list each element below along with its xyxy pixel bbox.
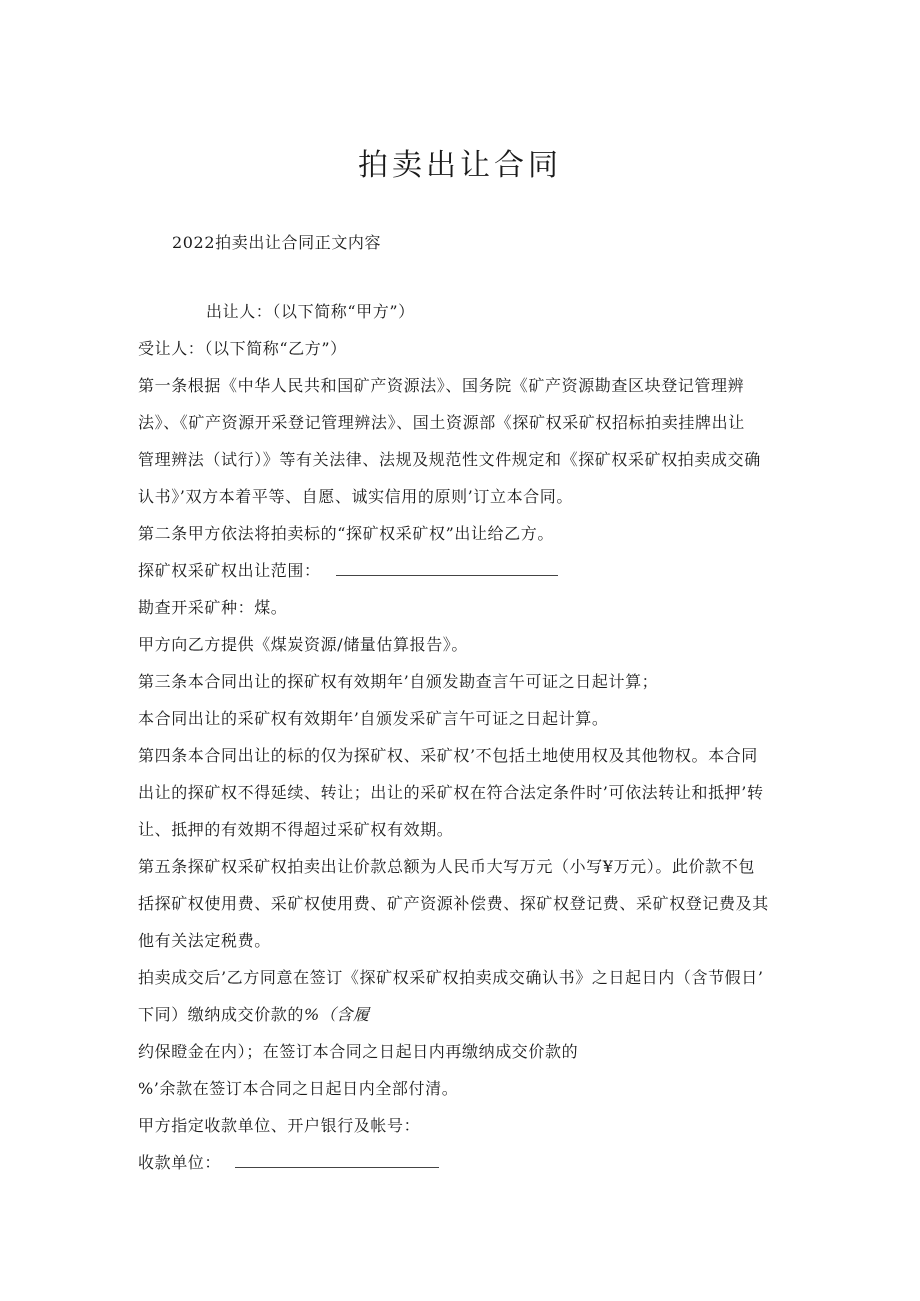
line-article3-a: 第三条本合同出让的探矿权有效期年’自颁发勘查言午可证之日起计算； — [138, 672, 659, 691]
scope-blank-field[interactable] — [336, 561, 558, 576]
line-assignee: 受让人：（以下简称“乙方”） — [138, 339, 347, 358]
line-bank-info: 甲方指定收款单位、开户银行及帐号： — [138, 1116, 421, 1135]
payment-b-text: 下同）缴纳成交价款的 — [138, 1005, 305, 1024]
line-payment-b — [138, 1004, 370, 1026]
line-article4-b: 出让的探矿权不得延续、转让；出让的采矿权在符合法定条件时’可依法转让和抵押’转 — [138, 783, 764, 802]
payment-b-italic: %（含履 — [304, 1005, 370, 1024]
line-payment-d: %’余款在签订本合同之日起日内全部付清。 — [138, 1079, 459, 1098]
line-scope — [138, 560, 558, 582]
scope-label: 探矿权采矿权出让范围： — [138, 561, 321, 580]
line-article1-b: 法》、《矿产资源开采登记管理辨法》、国土资源部《探矿权采矿权招标拍卖挂牌出让 — [138, 413, 745, 432]
line-payment-a: 拍卖成交后’乙方同意在签订《探矿权采矿权拍卖成交确认书》之日起日内（含节假日’ — [138, 968, 764, 987]
document-title: 拍卖出让合同 — [358, 148, 562, 183]
payee-blank-field[interactable] — [235, 1153, 439, 1168]
line-assignor: 出让人：（以下简称“甲方”） — [206, 302, 415, 321]
line-report: 甲方向乙方提供《煤炭资源/储量估算报告》。 — [138, 635, 468, 654]
line-article2: 第二条甲方依法将拍卖标的“探矿权采矿权”出让给乙方。 — [138, 524, 554, 543]
line-article5-b: 括探矿权使用费、采矿权使用费、矿产资源补偿费、探矿权登记费、采矿权登记费及其 — [138, 894, 769, 913]
line-payment-c: 约保瞪金在内）；在签订本合同之日起日内再缴纳成交价款的 — [138, 1042, 579, 1061]
line-article1-c: 管理辨法（试行）》等有关法律、法规及规范性文件规定和《探矿权采矿权拍卖成交确 — [138, 450, 761, 469]
line-article4-c: 让、抵押的有效期不得超过采矿权有效期。 — [138, 820, 454, 839]
line-article5-a: 第五条探矿权采矿权拍卖出让价款总额为人民币大写万元（小写¥万元）。此价款不包 — [138, 857, 755, 876]
line-payee — [138, 1152, 439, 1174]
line-article5-c: 他有关法定税费。 — [138, 931, 271, 950]
line-article1-a: 第一条根据《中华人民共和国矿产资源法》、国务院《矿产资源勘查区块登记管理辨 — [138, 376, 745, 395]
line-article1-d: 认书》’双方本着平等、自愿、诚实信用的原则’订立本合同。 — [138, 487, 573, 506]
line-article3-b: 本合同出让的采矿权有效期年’自颁发采矿言午可证之日起计算。 — [138, 709, 609, 728]
line-mineral-type: 勘查开采矿种：煤。 — [138, 598, 288, 617]
line-article4-a: 第四条本合同出让的标的仅为探矿权、采矿权’不包括土地使用权及其他物权。本合同 — [138, 746, 758, 765]
document-subtitle: 2022拍卖出让合同正文内容 — [172, 233, 382, 252]
payee-label: 收款单位： — [138, 1153, 222, 1172]
